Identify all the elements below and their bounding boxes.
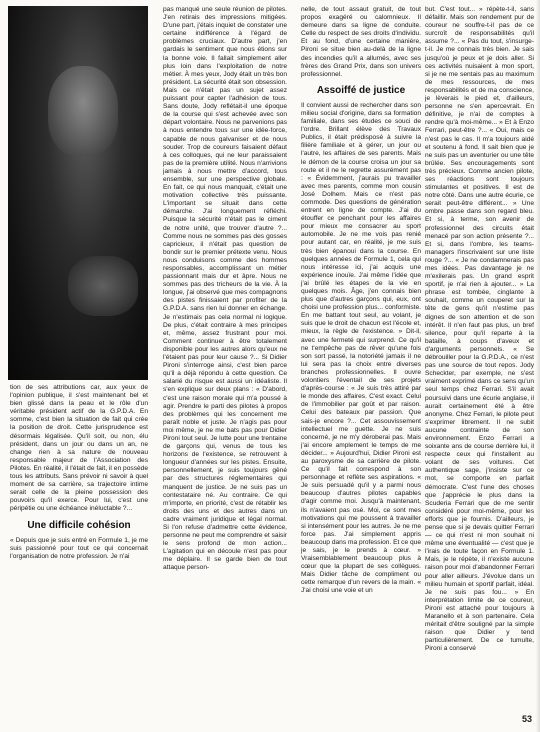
- column-1-text-top: tion de ses attributions car, aux yeux de l'opinion publique, il s'est maintenant bel et bien glissé dans la peau et le rôle d'un véritable président actif de la G.P.D.A. En somme, c'est bien la situation de fait qui crée la position de droit. Cette jurisprudence est désormais légalisée. Qu'il soit, ou non, élu président, dans un jour ou dans un an, ne change rien à sa nature de nouveau responsable majeur de l'Association des Pilotes. En réalité, il l'était de fait, il en possède tous les attributs. Sans prévoir ni savoir à quel moment de sa carrière, sa trajectoire intime serait celle de la pleine possession des pouvoirs qu'il exerce. Pour lui, c'est une péripétie ou une échéance inéluctable ?...: [10, 384, 148, 513]
- portrait-photo: [8, 6, 148, 380]
- column-2-text: pas manqué une seule réunion de pilotes. J'en retirais des impressions mitigées. D'une part, j'étais inquiet de constater une certaine indifférence à l'égard de problèmes cruciaux. D'autre part, j'en gardais le sentiment que nous étions sur la bonne voie. Il fallait simplement aller plus loin dans l'exploitation de notre métier. À mes yeux, Jody était un très bon président. La sécurité était son obsession. Mais ce n'était pas un sujet assez puissant pour capter l'adhésion de tous. Sans doute, Jody reflétait-il une époque de la course qui s'est achevée avec son départ volontaire. Nous ne parvenions pas à nous entendre tous sur une idée-force, capable de nous galvaniser et de nous souder. Trop de coureurs faisaient défaut à ces colloques, qui ne leur paraissaient pas de la première utilité. Nous n'arrivions jamais à nous mettre d'accord, tous ensemble, sur une perspective globale. En fait, ce qui nous manquait, c'était une motivation collective très puissante. L'important se situait dans cette démarche. J'ai longuement réfléchi. Puisque la sécurité n'était pas le ciment de notre unité, que trouver d'autre ?... Comme nous ne sommes pas des gosses capricieux, il n'était pas question de bondir sur le premier prétexte venu. Nous nous conduisons comme des hommes responsables, accomplissant un métier passionnant mais dur et âpre. Nous ne sommes pas des tricheurs de la vie. À la longue, j'ai observé que mes compagnons des pistes finissaient par profiter de la G.P.D.A. sans rien lui donner en échange. Je n'estimais pas cela normal ni logique. De plus, c'était contraire à mes principes et, même, assez frustrant pour moi. Comment continuer à être totalement disponible pour les autres alors qu'eux ne l'étaient pas pour leur cause ?... Si Didier Pironi s'interroge ainsi, c'est bien parce qu'il a déjà répondu à cette question. Ce salarié du risque est aussi un idéaliste. Il s'en explique sur deux plans : « D'abord, c'est une raison morale qui m'a poussé à agir. Prendre le parti des pilotes à propos des problèmes qui les concernent me paraît noble et juste. Je n'agis pas pour moi même, je ne me bats pas pour Didier Pironi tout seul. Je lutte pour une trentaine de garçons qui, venus de tous les horizons de l'existence, se retrouvent à longueur d'années sur les pistes. Ensuite, personnellement, je suis toujours gêné par des structures réglementaires qui manquent de justice. Je ne suis pas un contestataire né. Au contraire. Ce qui m'importe, en priorité, c'est de rétablir les droits des uns et des autres dans un cadre vraiment juridique et légal normal. Si l'on refuse d'admettre cette évidence, personne ne peut me comprendre et saisir le sens profond de mon action... L'agitation qui en découle n'est pas pour me déplaire. Il se garde bien de tout attaque person-: [163, 6, 287, 572]
- article-column-1: [10, 384, 148, 561]
- page-number: 53: [521, 714, 532, 724]
- article-column-2: [163, 6, 287, 573]
- column-3-text-top: nelle, de tout assaut gratuit, de tout propos exagéré ou calomnieux. Il demeure dans sa ligne de conduite. Celle du respect de ses droits d'individu. Et au fond, d'une certaine manière, Pironi se situe bien au-delà de la ligne des incendies qu'il a allumés, avec ses frères des Grand Prix, dans son univers professionnel.: [301, 6, 421, 78]
- article-column-3: [301, 6, 421, 596]
- photo-face-shape: [48, 66, 118, 156]
- subheading-difficile-cohesion: Une difficile cohésion: [27, 519, 131, 531]
- subheading-assoiffe-de-justice: Assoiffé de justice: [316, 84, 406, 96]
- article-column-4: [425, 6, 534, 654]
- page-edge-shadow: [536, 0, 540, 732]
- photo-hand-shape: [68, 256, 138, 316]
- column-1-text-bottom: « Depuis que je suis entré en Formule 1, je me suis passionné pour tout ce qui concernait l'organisation de notre profession. Je n'ai: [10, 536, 148, 560]
- column-4-text: but. C'est tout... » répète-t-il, sans défaillir. Mais son rendement pur de coureur ne souffre-t-il pas de ce surcroît de responsabilités qu'il assume ?... « Pas du tout, s'insurge-t-il. Je me connais très bien. Je sais jusqu'où je peux et je dois aller. Si ces activités nuisaient à mon sport, si je ne me sentais pas au maximum de mes ressources, de mes responsabilités et de ma conscience, je lèverais le pied et, d'ailleurs, personne ne s'en apercevrait. En définitive, je n'ai de comptes à rendre qu'à moi-même... » Et à Enzo Ferrari, peut-être ?... « Oui, mais ce n'est pas le cas. Il m'a toujours aidé et soutenu à fond. Il sait bien que je ne suis pas un aventurier ou une tête brûlée. Ses encouragements sont très précieux. Comme ancien pilote, ses réactions sont toujours stimulantes et positives. Il est de notre côté. Dans une autre écurie, ce serait peut-être différent... » Une ombre passe dans son regard bleu. Et si, à terme, son avenir de professionnel des circuits était menacé par son action présente ?... Et si, dans l'ombre, les teams-managers l'inscrivaient sur une liste rouge ?... « Je ne condamnerais pas mes idées. Pas davantage je ne m'exilerais pas. Un grand esprit sportif, je n'ai rien à ajouter... » La phrase est tombée, cinglante à souhait, comme un couperet sur la tête de gens qu'il n'estime pas dignes de son attention et de son intérêt. Il n'en faut pas plus, un bref silence, pour qu'il reparte à la bataille, à coups d'aveux et d'arguments personnels. « Se débrouiller pour la G.P.D.A., ce n'est pas une source de tout repos. Jody Scheckter, par exemple, ne s'est vraiment exprimé dans ce sens qu'un seul temps chez Ferrari. S'il avait poursuivi dans une écurie anglaise, il aurait certainement été à être anonyme. Chez Ferrari, le pilote peut s'exprimer librement. Il ne subit aucune contrainte de son environnement. Enzo Ferrari a soixante ans de course derrière lui, il respecte ceux qui l'installent au volant de ses voitures. Cet authentique sage, j'insiste sur ce mot, se comporte en parfait démocrate. C'est l'une des choses que j'apprécie le plus dans la Scuderia Ferrari que de me sentir considéré pour moi-même, pour les efforts que je fournis. D'ailleurs, je pense que si je devais quitter Ferrari — ce qui n'est ni mon souhait ni même une éventualité — c'est que je l'irais de toute façon en Formule 1. Mais, je le répète, il n'existe aucune raison pour moi d'abandonner Ferrari pour aller ailleurs. J'évolue dans un milieu humain et sportif parfait, idéal. Je ne suis pas fou... » En interprétation limite de ce coureur, Pironi est attaché pour toujours à Maranello et à son partenaire. Cela méritait d'être souligné par la simple raison que Didier y tend particulièrement. De ce tumulte, Pironi a conservé: [425, 6, 535, 653]
- column-3-text-bottom: Il convient aussi de rechercher dans son milieu social d'origine, dans sa formation familiale, dans ses études ce souci de l'ordre. Brillant élève des Travaux Publics, il était prédisposé à suivre la filière familiale et à gérer, un jour ou l'autre, les affaires de ses parents. Mais le démon de la course croisa un jour sa route et il ne le regrette assurément pas : « Évidemment, j'aurais pu travailler avec mes parents, comme mon cousin José Dolhem. Mais ce n'est pas commode. Des questions de génération entrent en ligne de compte. J'ai du étouffer ce penchant pour les affaires pour mieux me consacrer au sport automobile. Je ne me vois pas renié pour autant car, en réalité, je me suis très bien épanoui dans la course. En quelques années de Formule 1, cela qui nous intéresse ici, j'ai acquis une expérience inouïe. J'ai même l'idée que j'ai brûlé les étapes de la vie en quelques mois. Âge, j'en connais bien plus que d'autres garçons qui, eux, ont choisi une profession plus... conformiste. En me battant tout seul, au volant, je suis que le droit de chacun est l'école et, mieux, la règle de l'existence. » Dit-il, avec une fermeté qui surprend. Ce qu'il ne t'empêche pas de rêver qu'une fois son sort passé, la notoriété jamais il ne lui sera pas la choix entre diverses branches professionnelles. Il ouvre volontiers l'éventail de ses projets d'après-course : « Je suis très attiré par le monde des affaires. C'est exact. Celui de l'immobilier par goût et par raison. Celui des bateaux par passion. Que sais-je encore ?... Cet assouvissement intellectuel me guette. Je ne suis concerné, je ne m'y déroberai pas. Mais j'ai encore amplement le temps de me décider... » Aujourd'hui, Didier Pironi est au paroxysme de sa carrière de pilote. Ce qu'il fait correspond à son personnage et reflète ses aspirations. « Je suis persuadé qu'il y a parmi nous beaucoup d'autres pilotes capables d'agir comme moi. Jusqu'à maintenant, ils n'avaient pas osé. Moi, ce sont mes motivations qui me poussent à travailler si intensément pour les autres. Je ne me force pas. J'ai simplement appris beaucoup dans ma profession. Et ce que je sais, je le prends à cœur. » Vraisemblablement beaucoup plus à cœur que la plupart de ses collègues. Mais Didier tâche de compliment ou cette remarque d'un revers de la main. « J'ai choisi une voie et un: [301, 101, 421, 595]
